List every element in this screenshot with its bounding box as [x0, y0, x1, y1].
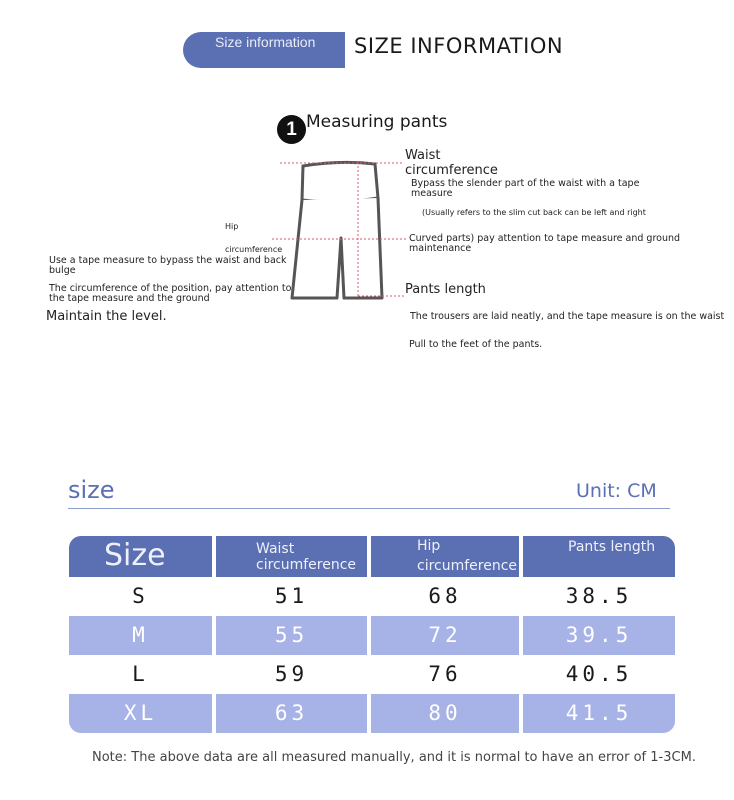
cell-hip: 80: [371, 694, 519, 733]
hip-subtitle: circumference: [225, 245, 283, 254]
table-row: [69, 655, 675, 694]
cell-waist: 51: [274, 584, 309, 608]
header-length: Pants length: [523, 536, 675, 577]
pants-length-description-2: Pull to the feet of the pants.: [409, 339, 543, 350]
waist-note: (Usually refers to the slim cut back can be left and right: [422, 208, 646, 217]
table-row: [69, 616, 675, 655]
size-table: [69, 536, 675, 733]
size-table-header: [69, 536, 675, 577]
pants-waistband: [302, 162, 378, 201]
cell-length: 38.5: [565, 584, 633, 608]
size-divider: [68, 508, 670, 509]
cell-waist: 59: [274, 662, 309, 686]
cell-hip: 68: [428, 584, 462, 608]
hip-right-description: Curved parts) pay attention to tape measure and ground maintenance: [409, 233, 681, 254]
pants-illustration: [270, 150, 410, 302]
cell-length: 39.5: [523, 616, 675, 655]
header-waist: Waist circumference: [216, 536, 367, 577]
hip-title: Hip: [225, 222, 239, 231]
header-size: Size: [69, 536, 212, 577]
cell-waist: 55: [216, 616, 367, 655]
cell-size: M: [69, 616, 212, 655]
cell-size: XL: [69, 694, 212, 733]
hip-left-description-3: Maintain the level.: [46, 309, 167, 324]
step-number-badge: 1: [277, 115, 306, 144]
size-information-pill: Size information: [183, 32, 345, 68]
hip-left-description-1: Use a tape measure to bypass the waist and back bulge: [49, 255, 287, 276]
hip-left-description-2: The circumference of the position, pay attention to the tape measure and the ground: [49, 283, 292, 304]
pants-length-title: Pants length: [405, 282, 486, 297]
cell-waist: 63: [216, 694, 367, 733]
table-row: [69, 577, 675, 616]
measuring-title: Measuring pants: [306, 112, 448, 132]
size-section-title: size: [68, 476, 115, 504]
cell-size: L: [132, 662, 149, 686]
pants-legs: [292, 198, 382, 298]
measurement-note: Note: The above data are all measured manually, and it is normal to have an error of 1-3CM.: [92, 750, 696, 765]
header-hip: Hip circumference: [371, 536, 519, 577]
waist-title: Waist circumference: [405, 148, 498, 178]
cell-length: 40.5: [565, 662, 633, 686]
table-row: [69, 694, 675, 733]
cell-hip: 76: [428, 662, 462, 686]
unit-label: Unit: CM: [576, 480, 657, 502]
pants-length-description-1: The trousers are laid neatly, and the tape measure is on the waist: [410, 311, 725, 322]
cell-hip: 72: [371, 616, 519, 655]
cell-length: 41.5: [523, 694, 675, 733]
waist-description: Bypass the slender part of the waist with a tape measure: [411, 178, 640, 199]
cell-size: S: [132, 584, 149, 608]
page-title: SIZE INFORMATION: [354, 34, 564, 58]
